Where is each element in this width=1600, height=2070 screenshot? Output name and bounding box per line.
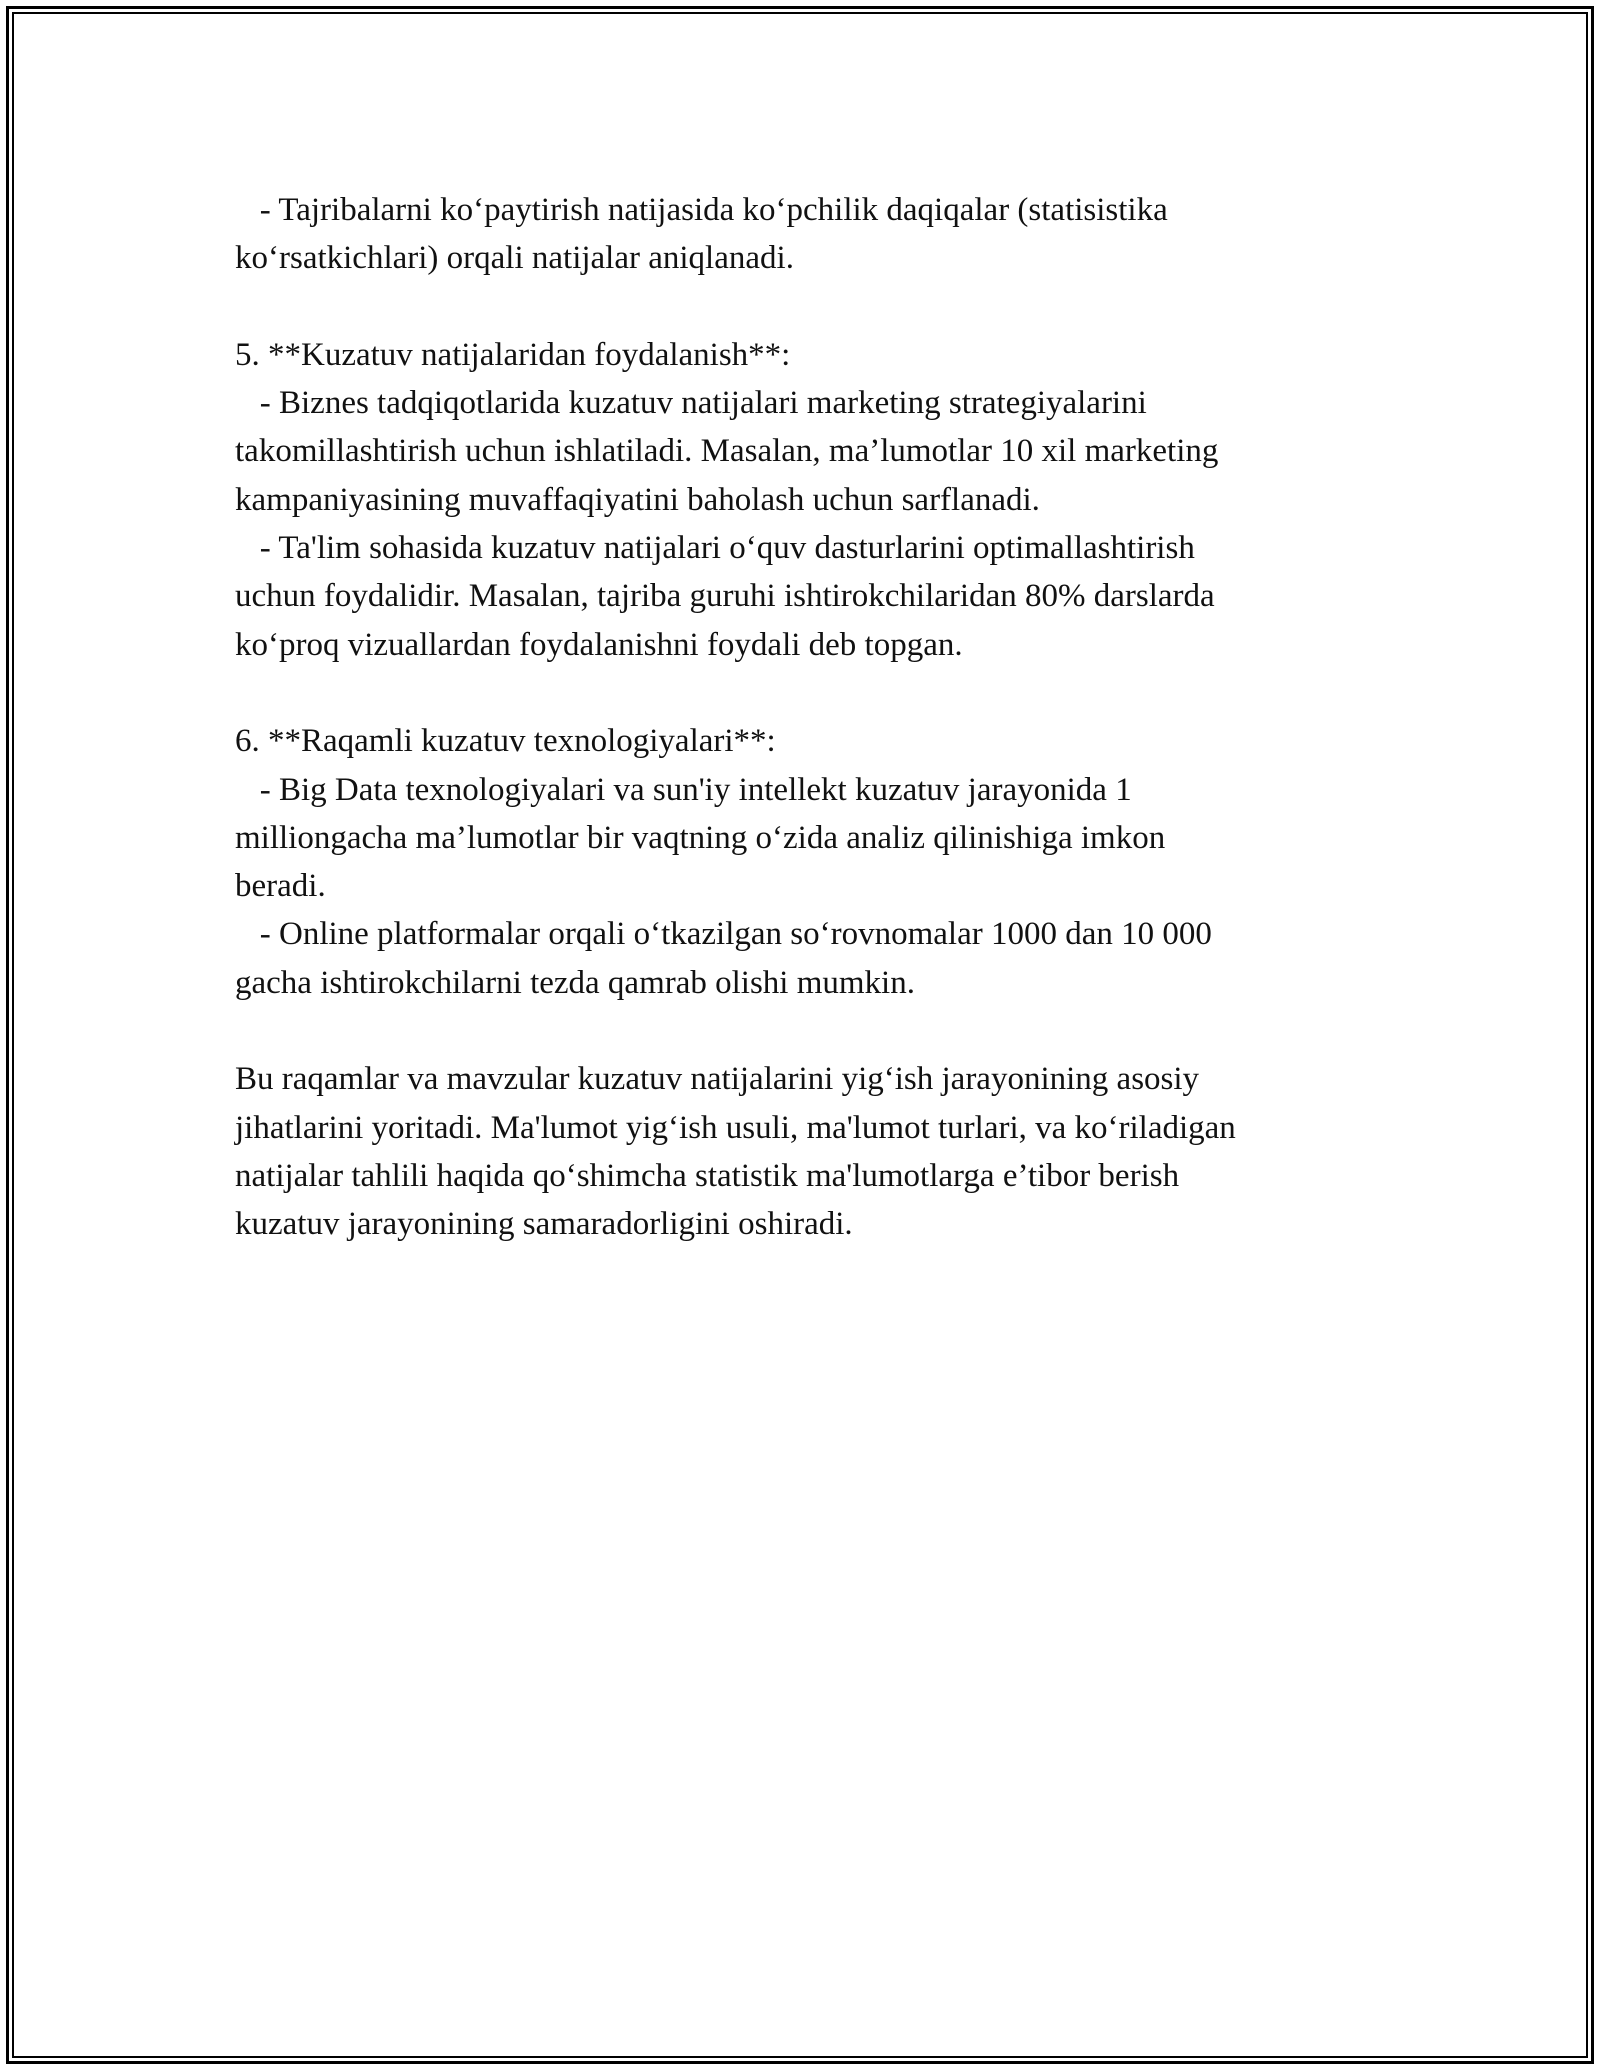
text-line: jihatlarini yoritadi. Ma'lumot yig‘ish usuli, ma'lumot turlari, va ko‘riladigan bbox=[235, 1109, 1236, 1146]
text-line: uchun foydalidir. Masalan, tajriba guruhi ishtirokchilaridan 80% darslarda bbox=[235, 578, 1215, 615]
section-5 bbox=[235, 331, 1395, 669]
paragraph-gap bbox=[235, 283, 1395, 331]
paragraph-gap bbox=[235, 1007, 1395, 1055]
text-line: ko‘proq vizuallardan foydalanishni foydali deb topgan. bbox=[235, 626, 963, 663]
text-line: - Big Data texnologiyalari va sun'iy intellekt kuzatuv jarayonida 1 bbox=[235, 771, 1132, 808]
text-line: - Tajribalarni ko‘paytirish natijasida ko‘pchilik daqiqalar (statisistika bbox=[235, 192, 1168, 228]
text-line: takomillashtirish uchun ishlatiladi. Masalan, ma’lumotlar 10 xil marketing bbox=[235, 433, 1219, 470]
text-line: - Online platformalar orqali o‘tkazilgan so‘rovnomalar 1000 dan 10 000 bbox=[235, 916, 1212, 953]
paragraph-bullet-4-continuation bbox=[235, 186, 1395, 283]
document-body bbox=[235, 186, 1395, 1249]
text-line: gacha ishtirokchilarni tezda qamrab olishi mumkin. bbox=[235, 964, 915, 1001]
text-line: kuzatuv jarayonining samaradorligini oshiradi. bbox=[235, 1206, 853, 1243]
text-line: - Biznes tadqiqotlarida kuzatuv natijalari marketing strategiyalarini bbox=[235, 385, 1147, 422]
text-line: Bu raqamlar va mavzular kuzatuv natijalarini yig‘ish jarayonining asosiy bbox=[235, 1061, 1200, 1098]
paragraph-gap bbox=[235, 669, 1395, 717]
text-line: ko‘rsatkichlari) orqali natijalar aniqlanadi. bbox=[235, 240, 794, 277]
text-line: kampaniyasining muvaffaqiyatini baholash uchun sarflanadi. bbox=[235, 481, 1040, 518]
conclusion-paragraph bbox=[235, 1055, 1395, 1248]
text-line: natijalar tahlili haqida qo‘shimcha statistik ma'lumotlarga e’tibor berish bbox=[235, 1157, 1180, 1194]
section-heading: 5. **Kuzatuv natijalaridan foydalanish**: bbox=[235, 336, 791, 373]
text-line: - Ta'lim sohasida kuzatuv natijalari o‘quv dasturlarini optimallashtirish bbox=[235, 530, 1195, 567]
text-line: beradi. bbox=[235, 868, 326, 905]
section-heading: 6. **Raqamli kuzatuv texnologiyalari**: bbox=[235, 723, 776, 760]
section-6 bbox=[235, 717, 1395, 1007]
text-line: milliongacha ma’lumotlar bir vaqtning o‘zida analiz qilinishiga imkon bbox=[235, 819, 1166, 856]
